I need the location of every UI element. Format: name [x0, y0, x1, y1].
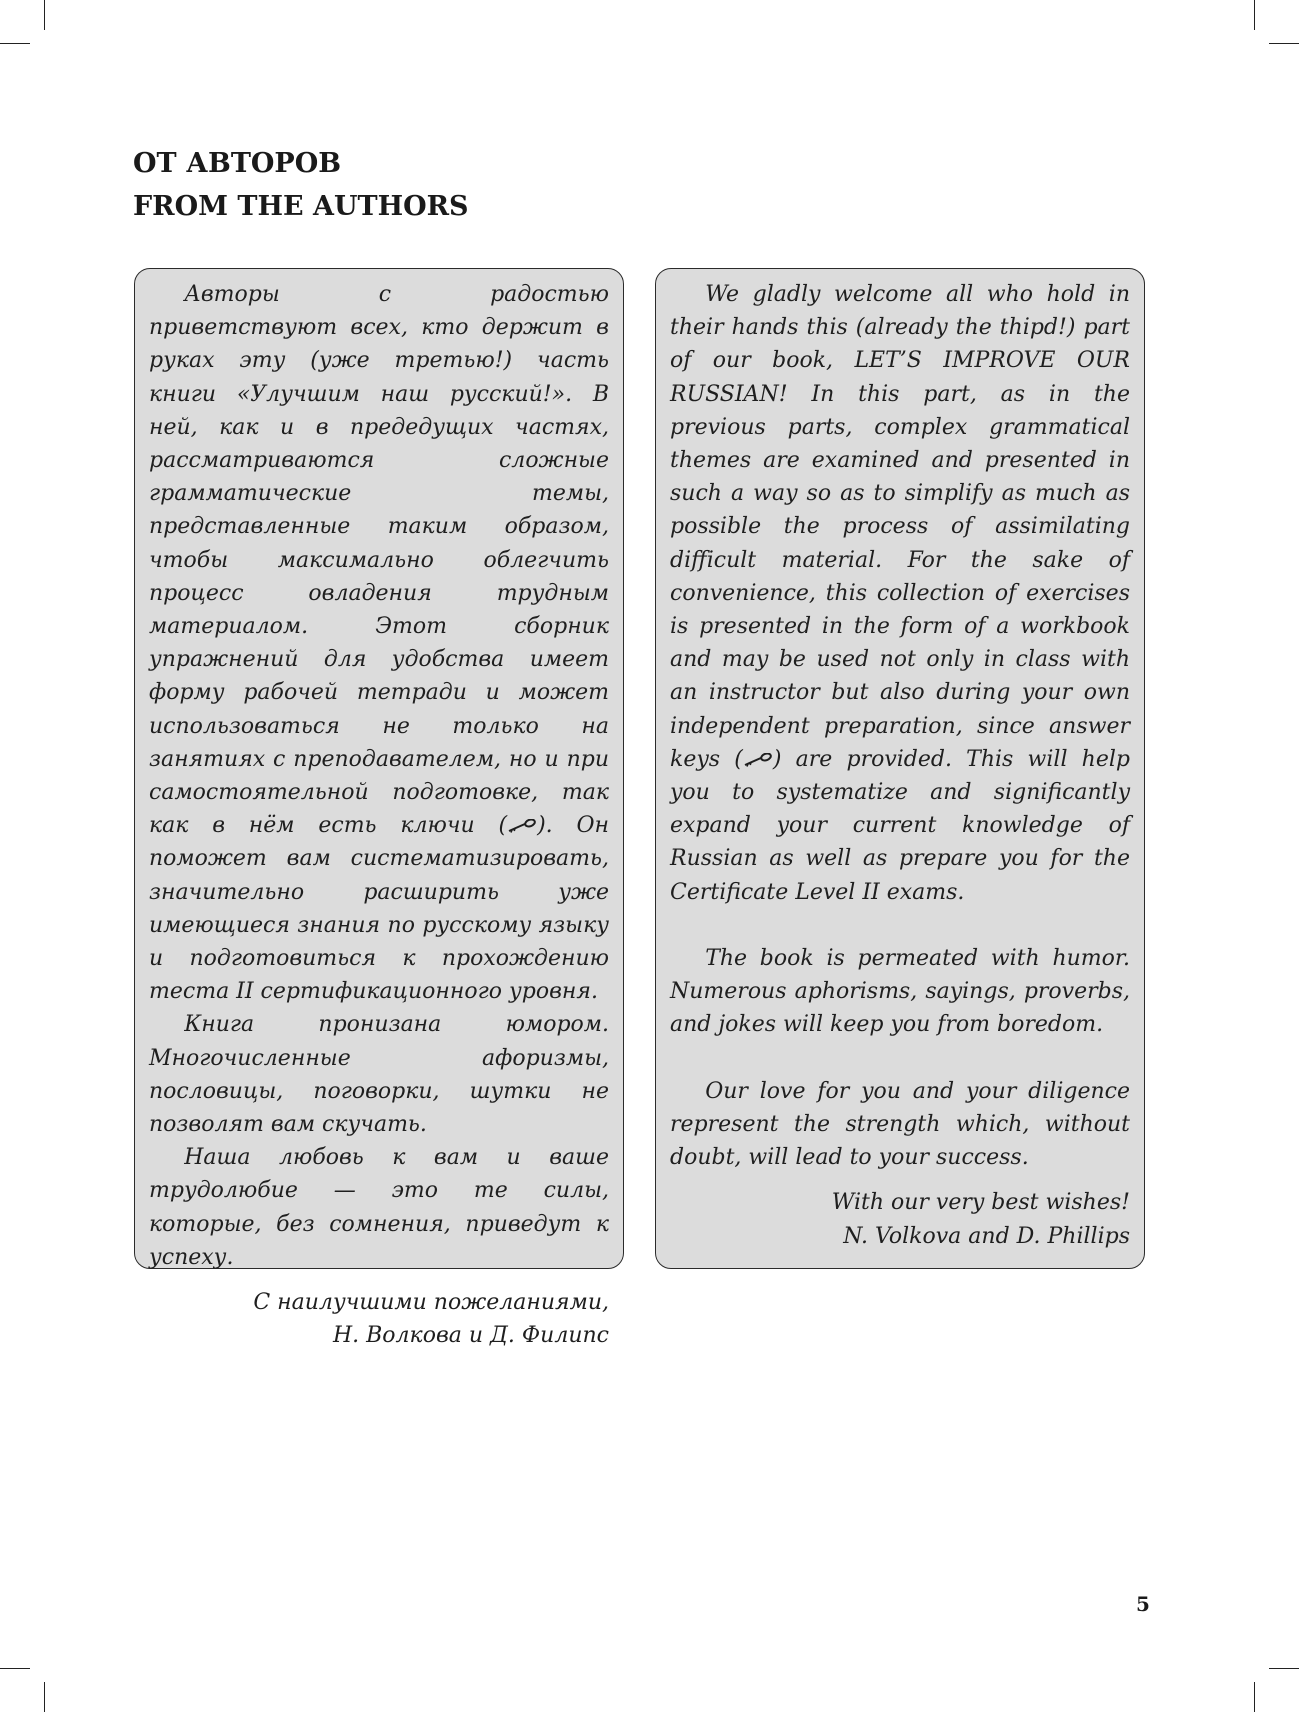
- english-text-box: [655, 268, 1145, 1269]
- english-signature-line-1: With our very best wishes!: [831, 1190, 1130, 1216]
- english-signature-line-2: N. Volkova and D. Phillips: [843, 1223, 1130, 1249]
- page-number: 5: [1136, 1592, 1150, 1616]
- russian-signature: [149, 1286, 609, 1352]
- crop-mark-bottom-right-vertical: [1254, 1682, 1255, 1712]
- russian-p1-text-b: ). Он поможет вам систематизировать, значительно расширить уже имеющиеся знания по русскому языку и подготовиться к прохождению теста II сертификационного уровня.: [149, 813, 609, 1005]
- english-p1-text-a: We gladly welcome all who hold in their hands this (already the thipd!) part of our book, LET’S IMPROVE OUR RUSSIAN! In this part, as in the previous parts, complex grammatical themes are examined and presented in such a way so as to simplify as much as possible the process of assimilating difficult material. For the sake of convenience, this collection of exercises is presented in the form of a workbook and may be used not only in class with an instructor but also during your own independent preparation, since answer keys (: [670, 282, 1130, 772]
- crop-mark-bottom-left-vertical: [44, 1682, 45, 1712]
- crop-mark-top-left-vertical: [44, 0, 45, 30]
- heading-english: FROM THE AUTHORS: [133, 191, 469, 222]
- page-heading: [133, 142, 469, 228]
- english-paragraph-3: Our love for you and your diligence represent the strength which, without doubt, will lead to your success.: [670, 1078, 1130, 1171]
- key-icon: [507, 819, 537, 833]
- key-icon: [743, 753, 773, 767]
- english-signature: [670, 1186, 1130, 1252]
- russian-paragraph-2: Книга пронизана юмором. Многочисленные афоризмы, пословицы, поговорки, шутки не позволят вам скучать.: [149, 1012, 609, 1138]
- crop-mark-bottom-right-horizontal: [1269, 1668, 1299, 1669]
- crop-mark-top-right-horizontal: [1269, 43, 1299, 44]
- crop-mark-top-left-horizontal: [0, 43, 30, 44]
- crop-mark-top-right-vertical: [1254, 0, 1255, 30]
- english-paragraph-2: The book is permeated with humor. Numerous aphorisms, sayings, proverbs, and jokes will keep you from boredom.: [670, 946, 1130, 1038]
- english-paragraph-1: [670, 278, 1130, 909]
- russian-paragraph-1: [149, 278, 609, 1008]
- english-p1-text-b: ) are provided. This will help you to systematize and significantly expand your current knowledge of Russian as well as prepare you for the Certificate Level II exams.: [670, 746, 1130, 905]
- russian-text-box: [134, 268, 624, 1349]
- heading-russian: ОТ АВТОРОВ: [133, 148, 342, 179]
- russian-p1-text-a: Авторы с радостью приветствуют всех, кто держит в руках эту (уже третью!) часть книги «Улучшим наш русский!». В ней, как и в предедущих частях, рассматриваются сложные грамматические темы, представленные таким образом, чтобы максимально облегчить процесс овладения трудным материалом. Этот сборник упражнений для удобства имеет форму рабочей тетради и может использоваться не только на занятиях с преподавателем, но и при самостоятельной подготовке, так как в нём есть ключи (: [149, 282, 609, 839]
- crop-mark-bottom-left-horizontal: [0, 1668, 30, 1669]
- russian-signature-line-1: С наилучшими пожеланиями,: [253, 1290, 609, 1316]
- russian-signature-line-2: Н. Волкова и Д. Филипс: [332, 1323, 609, 1349]
- russian-paragraph-3: Наша любовь к вам и ваше трудолюбие — это те силы, которые, без сомнения, приведут к успеху.: [149, 1145, 609, 1270]
